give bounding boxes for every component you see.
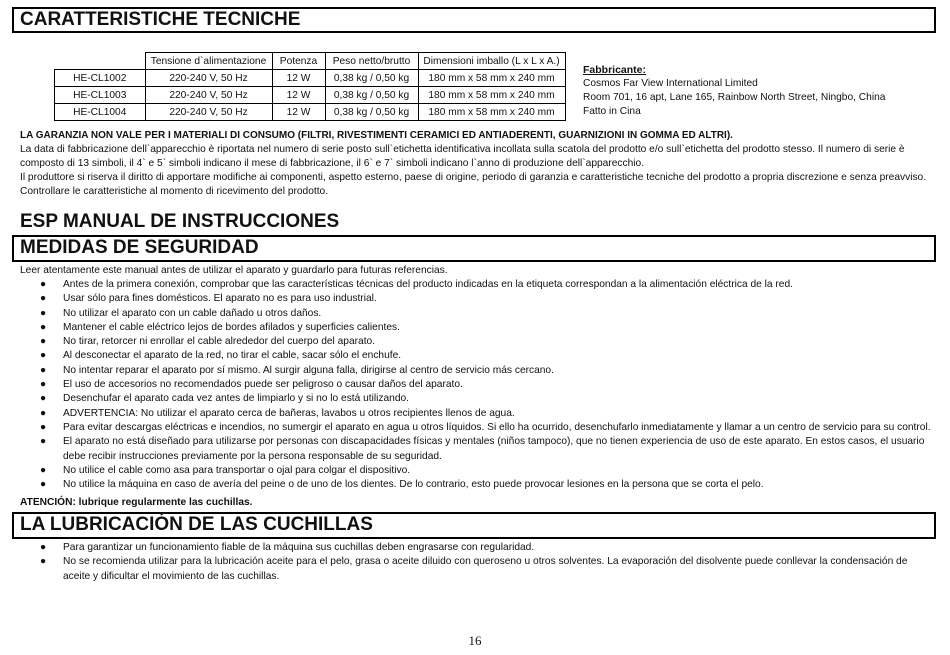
list-item: ● No utilice la máquina en caso de avería del peine o de uno de los dientes. De lo contrario, esto puede provocar lesiones en la persona que se corta el pelo.	[20, 478, 934, 492]
table-row	[55, 104, 566, 121]
bullet-icon: ●	[40, 407, 47, 419]
spec-header-blank	[55, 53, 146, 70]
bullet-icon: ●	[40, 307, 47, 319]
list-item: ● No utilizar el aparato con un cable dañado u otros daños.	[20, 307, 934, 321]
list-item: ● Para garantizar un funcionamiento fiable de la máquina sus cuchillas deben engrasarse con regularidad.	[20, 541, 934, 555]
bullet-icon: ●	[40, 393, 47, 405]
list-item: ● No intentar reparar el aparato por sí mismo. Al surgir alguna falla, dirigirse al centro de servicio más cercano.	[20, 364, 934, 378]
list-item: ● El aparato no está diseñado para utilizarse por personas con discapacidades físicas y mentales (niños tampoco), que no tienen experiencia de uso de este aparato. En estos casos, el usuario debe recibir instrucciones previamente por la persona responsable de su seguridad.	[40, 436, 925, 462]
list-item: ● ADVERTENCIA: No utilizar el aparato cerca de bañeras, lavabos u otros recipientes llenos de agua.	[20, 407, 934, 421]
manufacturer-block	[583, 63, 885, 119]
bullet-icon: ●	[40, 542, 47, 553]
list-item: ● Usar sólo para fines domésticos. El aparato no es para uso industrial.	[20, 292, 934, 306]
bullet-icon: ●	[40, 421, 47, 433]
bullet-icon: ●	[40, 556, 47, 568]
bullet-icon: ●	[40, 479, 47, 491]
esp-manual-title: ESP MANUAL DE INSTRUCCIONES	[20, 211, 340, 232]
lubrication-list	[20, 541, 934, 584]
bullet-icon: ●	[40, 436, 47, 448]
bullet-icon: ●	[40, 321, 47, 333]
bullet-icon: ●	[40, 364, 47, 376]
list-item: ● Mantener el cable eléctrico lejos de bordes afilados y superficies calientes.	[20, 321, 934, 335]
spec-power: 12 W	[272, 87, 325, 104]
spec-voltage: 220-240 V, 50 Hz	[145, 87, 272, 104]
manufacturer-rights: Il produttore si riserva il diritto di apportare modifiche ai componenti, aspetto esterno, paese di origine, periodo di garanzia e caratteristiche tecniche del prodotto a propria discrezione e senza preavviso. Controllare le caratteristiche al momento di ricevimento del prodotto.	[20, 172, 927, 197]
list-item: ● No tirar, retorcer ni enrollar el cable alrededor del cuerpo del aparato.	[20, 335, 934, 349]
spec-voltage: 220-240 V, 50 Hz	[145, 104, 272, 121]
manufacturer-label: Fabbricante:	[583, 64, 647, 76]
table-row	[55, 87, 566, 104]
list-item: ● Para evitar descargas eléctricas e incendios, no sumergir el aparato en agua u otros líquidos. Si ello ha ocurrido, desenchufarlo inmediatamente y llamar a un centro de servicio para su control.	[20, 421, 934, 435]
spec-header-power: Potenza	[272, 53, 325, 70]
list-item: ● No se recomienda utilizar para la lubricación aceite para el pelo, grasa o aceite diluido con queroseno u otros solventes. La evaporación del disolvente puede conllevar la condensación de aceite y dificultar el movimiento de las cuchillas.	[40, 556, 908, 582]
spec-power: 12 W	[272, 104, 325, 121]
list-item: ● No utilice el cable como asa para transportar o ojal para colgar el dispositivo.	[20, 464, 934, 478]
table-row	[55, 70, 566, 87]
bullet-icon: ●	[40, 336, 47, 348]
section-title-caratteristiche: CARATTERISTICHE TECNICHE	[12, 7, 936, 33]
spec-model: HE-CL1002	[55, 70, 146, 87]
spec-weight: 0,38 kg / 0,50 kg	[325, 104, 418, 121]
spec-power: 12 W	[272, 70, 325, 87]
spec-table-header-row	[55, 53, 566, 70]
spec-header-voltage: Tensione d`alimentazione	[145, 53, 272, 70]
spec-model: HE-CL1003	[55, 87, 146, 104]
spec-weight: 0,38 kg / 0,50 kg	[325, 87, 418, 104]
spec-model: HE-CL1004	[55, 104, 146, 121]
page-number: 16	[468, 633, 482, 648]
list-item: ● Antes de la primera conexión, comprobar que las características técnicas del producto indicadas en la etiqueta correspondan a la alimentación eléctrica de la red.	[20, 278, 934, 292]
safety-list	[20, 278, 934, 492]
section-title-seguridad: MEDIDAS DE SEGURIDAD	[12, 235, 936, 262]
spec-dimensions: 180 mm x 58 mm x 240 mm	[418, 70, 565, 87]
bullet-icon: ●	[40, 293, 47, 305]
spec-voltage: 220-240 V, 50 Hz	[145, 70, 272, 87]
spec-dimensions: 180 mm x 58 mm x 240 mm	[418, 104, 565, 121]
bullet-icon: ●	[40, 464, 47, 476]
bullet-icon: ●	[40, 379, 47, 391]
spec-header-dimensions: Dimensioni imballo (L x L x A.)	[418, 53, 565, 70]
manufacturer-origin: Fatto in Cina	[583, 106, 641, 117]
warranty-notice: LA GARANZIA NON VALE PER I MATERIALI DI CONSUMO (FILTRI, RIVESTIMENTI CERAMICI ED ANTIADERENTI, GUARNIZIONI IN GOMMA ED ALTRI).	[20, 130, 733, 141]
serial-number-info: La data di fabbricazione dell`apparecchio è riportata nel numero di serie posto sull`etichetta identificativa incollata sulla scatola del prodotto e/o sull`etichetta del prodotto stesso. Il numero di serie è composto di 13 simboli, il 4` e 5` simboli indicano il mese di fabbricazione, il 6` e 7` simboli indicano l`anno di produzione dell`apparecchio.	[20, 144, 905, 169]
spec-header-weight: Peso netto/brutto	[325, 53, 418, 70]
attention-note: ATENCIÓN: lubrique regularmente las cuchillas.	[20, 497, 253, 508]
section-title-lubricacion: LA LUBRICACIÓN DE LAS CUCHILLAS	[12, 512, 936, 539]
list-item: ● Desenchufar el aparato cada vez antes de limpiarlo y si no lo está utilizando.	[20, 392, 934, 406]
spec-dimensions: 180 mm x 58 mm x 240 mm	[418, 87, 565, 104]
bullet-icon: ●	[40, 279, 47, 290]
spec-table	[54, 52, 566, 121]
manufacturer-name: Cosmos Far View International Limited	[583, 78, 758, 89]
list-item: ● El uso de accesorios no recomendados puede ser peligroso o causar daños del aparato.	[20, 378, 934, 392]
spec-weight: 0,38 kg / 0,50 kg	[325, 70, 418, 87]
manufacturer-address: Room 701, 16 apt, Lane 165, Rainbow North Street, Ningbo, China	[583, 92, 886, 103]
safety-intro: Leer atentamente este manual antes de utilizar el aparato y guardarlo para futuras referencias.	[20, 265, 448, 276]
bullet-icon: ●	[40, 350, 47, 362]
list-item: ● Al desconectar el aparato de la red, no tirar el cable, sacar sólo el enchufe.	[20, 349, 934, 363]
